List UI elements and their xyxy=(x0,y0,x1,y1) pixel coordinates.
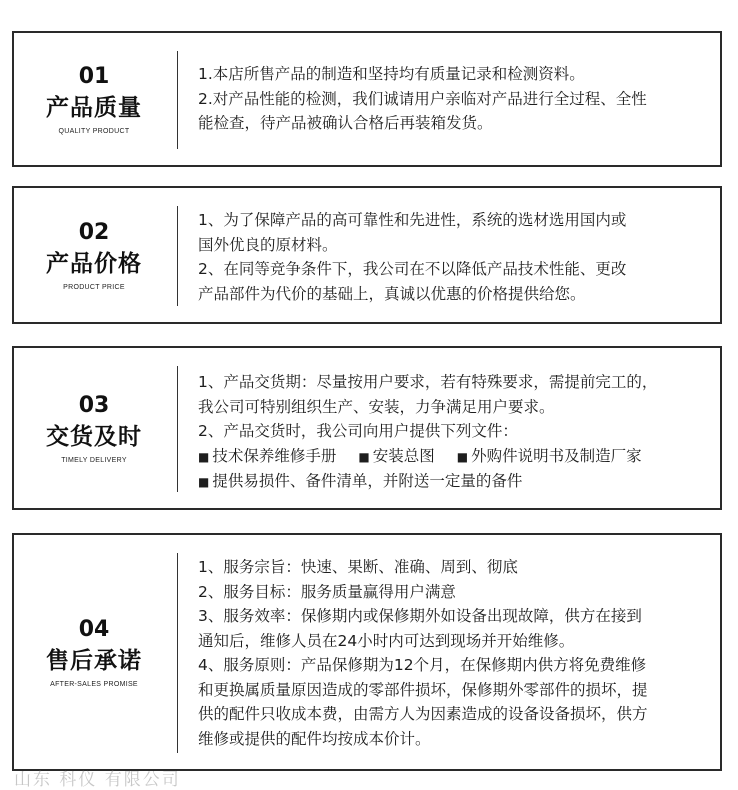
section-title: 交货及时 xyxy=(46,423,142,450)
vertical-divider xyxy=(177,51,178,149)
bullet-item: ■ 提供易损件、备件清单，并附送一定量的备件 xyxy=(198,469,522,495)
section-card-after-sales xyxy=(12,533,722,771)
section-card-delivery xyxy=(12,346,722,510)
section-body xyxy=(198,62,706,136)
body-line: 1.本店所售产品的制造和坚持均有质量记录和检测资料。 xyxy=(198,65,585,83)
body-line: 4、服务原则：产品保修期为12个月，在保修期内供方将免费维修 xyxy=(198,656,647,674)
body-line: 通知后，维修人员在24小时内可达到现场并开始维修。 xyxy=(198,631,575,650)
section-body xyxy=(198,370,706,495)
section-title: 产品价格 xyxy=(46,250,142,277)
section-number: 01 xyxy=(78,63,110,89)
body-line: 国外优良的原材料。 xyxy=(198,235,338,254)
bullet-item: ■ 技术保养维修手册 xyxy=(198,444,336,470)
section-subtitle: QUALITY PRODUCT xyxy=(58,127,130,135)
body-line: 1、产品交货期：尽量按用户要求，若有特殊要求，需提前完工的， xyxy=(198,373,658,391)
body-line: 产品部件为代价的基础上，真诚以优惠的价格提供给您。 xyxy=(198,284,586,303)
section-subtitle: AFTER-SALES PROMISE xyxy=(50,680,138,688)
body-line: 2、服务目标：服务质量赢得用户满意 xyxy=(198,582,456,601)
vertical-divider xyxy=(177,553,178,753)
body-line: 2.对产品性能的检测，我们诚请用户亲临对产品进行全过程、全性 xyxy=(198,89,647,108)
section-heading xyxy=(14,535,174,769)
watermark: 山东 科仪 有限公司 xyxy=(14,770,181,790)
bullet-item: ■ 安装总图 xyxy=(358,444,434,470)
body-line: 2、在同等竞争条件下，我公司在不以降低产品技术性能、更改 xyxy=(198,260,627,278)
section-heading xyxy=(14,188,174,322)
section-heading xyxy=(14,348,174,508)
vertical-divider xyxy=(177,366,178,492)
section-number: 03 xyxy=(78,392,110,418)
section-subtitle: TIMELY DELIVERY xyxy=(61,456,127,464)
bullet-row xyxy=(198,469,706,495)
body-line: 供的配件只收成本费，由需方人为因素造成的设备设备损坏，供方 xyxy=(198,705,648,723)
body-line: 和更换属质量原因造成的零部件损坏，保修期外零部件的损坏，提 xyxy=(198,680,648,699)
body-line: 维修或提供的配件均按成本价计。 xyxy=(198,729,431,748)
bullet-item: ■ 外购件说明书及制造厂家 xyxy=(457,444,642,470)
section-subtitle: PRODUCT PRICE xyxy=(63,283,125,291)
bullet-row xyxy=(198,444,706,470)
body-line: 能检查，待产品被确认合格后再装箱发货。 xyxy=(198,114,493,132)
section-card-price xyxy=(12,186,722,324)
body-line: 我公司可特别组织生产、安装，力争满足用户要求。 xyxy=(198,397,555,416)
section-title: 产品质量 xyxy=(46,94,142,121)
section-card-quality xyxy=(12,31,722,167)
vertical-divider xyxy=(177,206,178,306)
section-title: 售后承诺 xyxy=(46,647,142,674)
section-heading xyxy=(14,33,174,165)
section-number: 04 xyxy=(78,616,110,642)
section-body xyxy=(198,555,706,751)
body-line: 2、产品交货时，我公司向用户提供下列文件： xyxy=(198,422,518,440)
body-line: 1、为了保障产品的高可靠性和先进性，系统的选材选用国内或 xyxy=(198,211,627,229)
section-number: 02 xyxy=(78,219,110,245)
section-body xyxy=(198,208,706,306)
body-line: 1、服务宗旨：快速、果断、准确、周到、彻底 xyxy=(198,558,518,576)
body-line: 3、服务效率：保修期内或保修期外如设备出现故障，供方在接到 xyxy=(198,607,642,625)
